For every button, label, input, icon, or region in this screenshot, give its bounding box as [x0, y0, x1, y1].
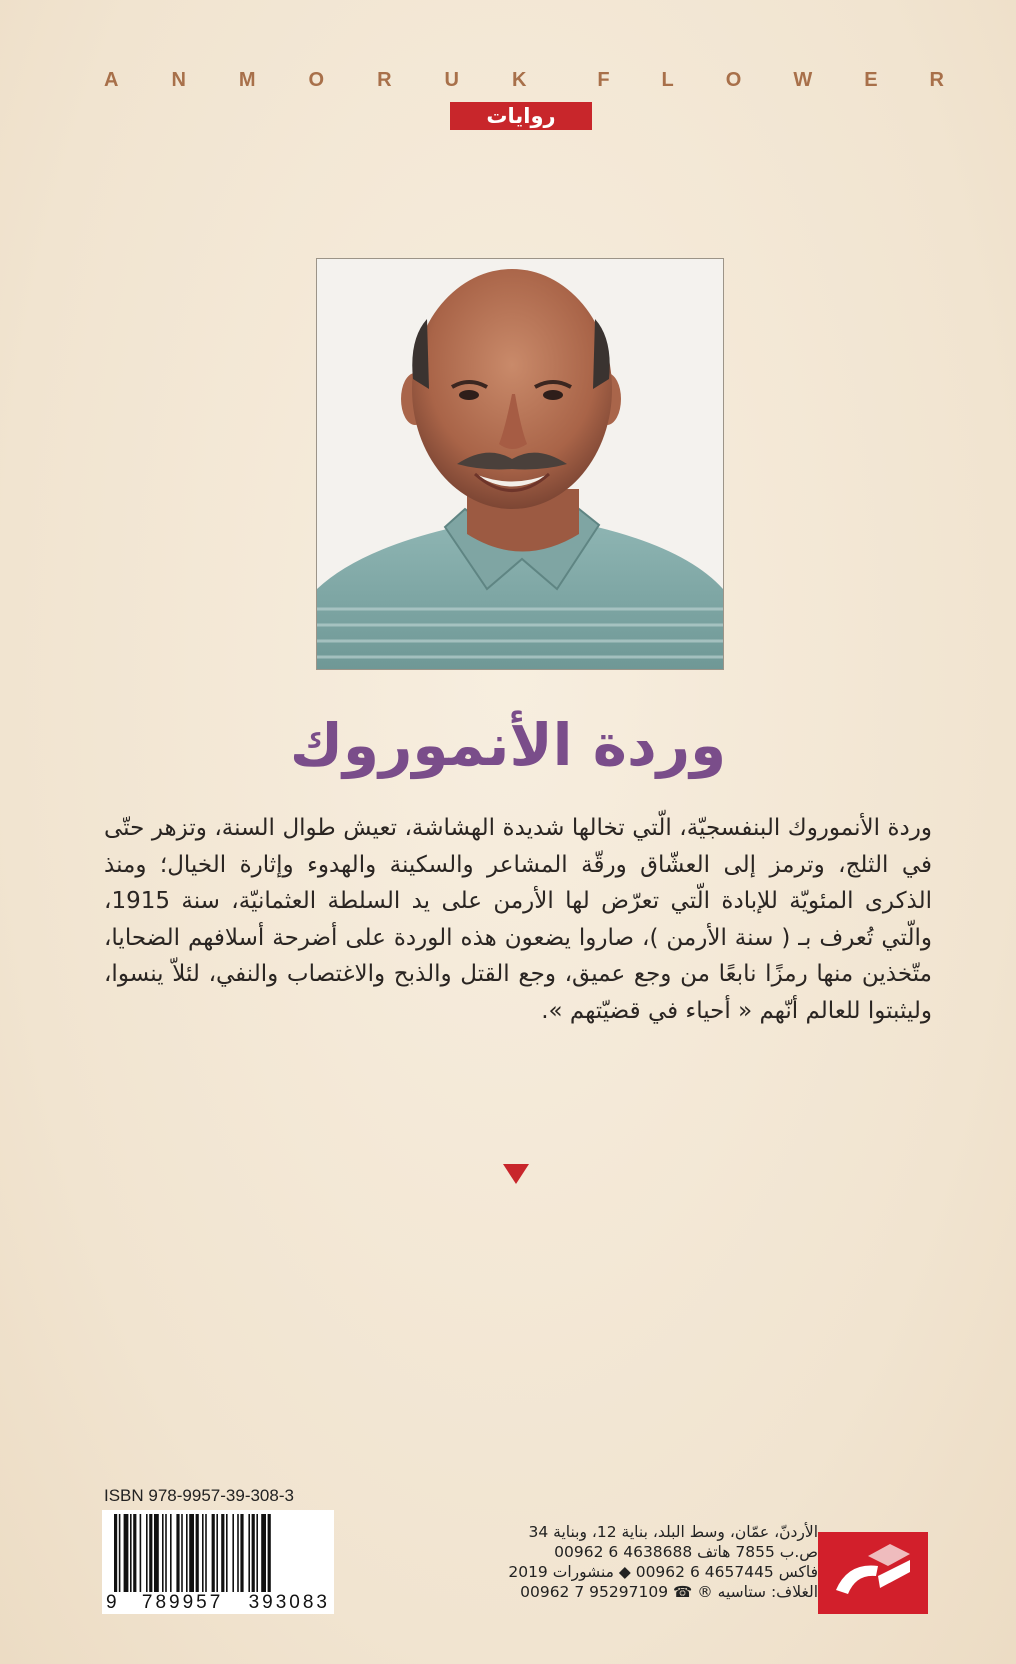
barcode-bar: [205, 1514, 207, 1592]
barcode-bar: [226, 1514, 228, 1592]
blurb-text: وردة الأنموروك البنفسجيّة، الّتي تخالها شديدة الهشاشة، تعيش طوال السنة، وتزهر حتّى في الثلج، وترمز إلى العشّاق ورقّة المشاعر والسكينة والهدوء وإثارة الخيال؛ ومنذ الذكرى المئويّة للإبادة الّتي تعرّض لها الأرمن على يد السلطة العثمانيّة، سنة 1915، والّتي تُعرف بـ ( سنة الأرمن )، صاروا يضعون هذه الوردة على أضرحة أسلافهم الضحايا، متّخذين منها رمزًا نابعًا من وجع عميق، وجع القتل والذبح والاغتصاب والنفي، لئلاّ ينسوا، وليثبتوا للعالم أنّهم « أحياء في قضيّتهم ».: [104, 815, 932, 1024]
barcode-digit-first: 9: [106, 1592, 117, 1613]
barcode-bar: [154, 1514, 159, 1592]
portrait-illustration: [317, 259, 723, 669]
barcode-bar: [268, 1514, 271, 1592]
author-photo: [316, 258, 724, 670]
barcode-digits-right: 393083: [248, 1592, 330, 1613]
publisher-fax: فاكس 4657445 6 00962 ◆ منشورات 2019: [508, 1563, 818, 1581]
barcode-bar: [149, 1514, 152, 1592]
publisher-logo: [818, 1532, 928, 1614]
series-title: [104, 64, 996, 96]
series-title-word-1: [104, 68, 580, 92]
barcode-bar: [252, 1514, 255, 1592]
barcode-bar: [232, 1514, 234, 1592]
barcode-bar: [119, 1514, 121, 1592]
triangle-marker-icon: [503, 1164, 529, 1184]
barcode-digits: [102, 1592, 334, 1614]
barcode-bar: [240, 1514, 243, 1592]
series-badge: روايات: [450, 102, 592, 130]
barcode-bar: [114, 1514, 117, 1592]
publisher-address: الأردنّ، عمّان، وسط البلد، بناية 12، وبناية 34: [528, 1523, 818, 1541]
barcode-bar: [261, 1514, 266, 1592]
barcode-bar: [181, 1514, 183, 1592]
barcode-bar: [146, 1514, 148, 1592]
barcode-bar: [170, 1514, 172, 1592]
series-title-word-2: [597, 68, 996, 92]
book-title: وردة الأنموروك: [289, 711, 727, 779]
barcode-bar: [186, 1514, 188, 1592]
barcode-bar: [248, 1514, 250, 1592]
publisher-phone: ص.ب 7855 هاتف 4638688 6 00962: [554, 1543, 818, 1561]
isbn-label: ISBN 978-9957-39-308-3: [104, 1486, 294, 1505]
publisher-info: [460, 1522, 818, 1616]
barcode-digits-left: 789957: [141, 1592, 224, 1613]
barcode-bar: [130, 1514, 132, 1592]
barcode-bar: [140, 1514, 142, 1592]
barcode-bar: [221, 1514, 224, 1592]
barcode-bar: [133, 1514, 136, 1592]
barcode-bar: [189, 1514, 194, 1592]
barcode-bar: [162, 1514, 164, 1592]
barcode-bar: [212, 1514, 215, 1592]
barcode-bar: [165, 1514, 167, 1592]
letters-anmoruk: ANMORUK: [104, 68, 580, 91]
barcode-bar: [237, 1514, 239, 1592]
barcode-bar: [256, 1514, 258, 1592]
publisher-logo-mark: [818, 1532, 928, 1614]
barcode-bar: [196, 1514, 199, 1592]
cover-credit: الغلاف: ستاسيه ® ☎ 95297109 7 00962: [520, 1583, 818, 1601]
barcode-bar: [176, 1514, 179, 1592]
barcode-bar: [216, 1514, 218, 1592]
barcode-bar: [202, 1514, 204, 1592]
barcode-bar: [124, 1514, 129, 1592]
letters-flower: FLOWER: [597, 68, 996, 91]
